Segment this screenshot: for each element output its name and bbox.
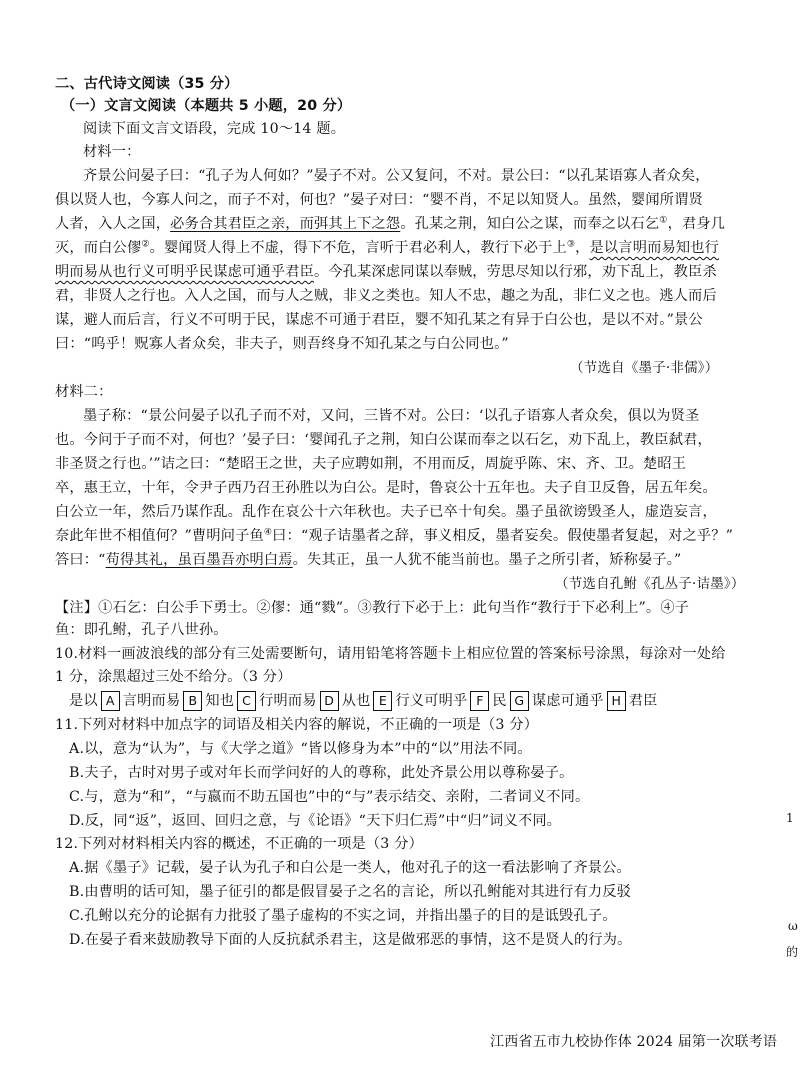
q11-stem: 11.下列对材料中加点字的词语及相关内容的解说，不正确的一项是（3 分） [55, 717, 539, 733]
material2-line: 白公立一年，然后乃谋作乱。乱作在哀公十六年秋也。夫子已卒十旬矣。墨子虽欲谤毁圣人，虚造妄言， [55, 504, 717, 520]
margin-fragment: ω [788, 919, 798, 933]
material2-line: 卒，惠王立，十年，令尹子西乃召王孙胜以为白公。是时，鲁哀公十五年也。夫子自卫反鲁，居五年矣。 [55, 480, 717, 496]
q11-option-c[interactable]: C.与，意为“和”，“与嬴而不助五国也”中的“与”表示结交、亲附，二者词义不同。 [69, 789, 590, 805]
text-segment: 人者，入人之国， [55, 216, 171, 232]
text-segment: 曰：“观子诘墨者之辞，事义相反，墨者妄矣。假使墨者复起，对之乎？” [272, 528, 734, 544]
q12-option-b[interactable]: B.由曹明的话可知，墨子征引的都是假冒晏子之名的言论，所以孔鲋能对其进行有力反驳 [69, 884, 632, 900]
footnote-marker: ④ [263, 527, 273, 538]
material1-line: 俱以贤人也，今寡人问之，而子不对，何也？”晏子对曰：“婴不肖，不足以知贤人。虽然，婴闻所谓贤 [55, 192, 703, 208]
q10-answer-box-f[interactable]: F [470, 691, 489, 711]
q10-segment: 谋虑可通乎 [531, 693, 604, 709]
material1-line: 谋，避人而后言，行义不可明于民，谋虑不可通于君臣，婴不知孔某之有异于白公也，是以不对。”景公 [55, 312, 703, 328]
text-segment: ， [575, 240, 590, 256]
material1-source: （节选自《墨子·非儒》） [570, 360, 719, 376]
q10-sentence [69, 691, 658, 711]
q11-option-b[interactable]: B.夫子，古时对男子或对年长而学问好的人的尊称，此处齐景公用以尊称晏子。 [69, 765, 574, 781]
underlined-phrase: 必务合其君臣之亲，而弭其上下之怨 [170, 216, 401, 232]
material1-line [55, 238, 719, 258]
text-segment: 。孔某之荆，知白公之谋，而奉之以石乞 [400, 216, 660, 232]
footnote-marker: ② [141, 239, 150, 250]
q12-option-a[interactable]: A.据《墨子》记载，晏子认为孔子和白公是一类人，他对孔子的这一看法影响了齐景公。 [69, 860, 631, 876]
q10-segment: 知也 [205, 693, 235, 709]
q10-answer-box-b[interactable]: B [183, 691, 202, 711]
material2-source: （节选自孔鲋《孔丛子·诘墨》） [555, 576, 745, 592]
underlined-phrase: 苟得其礼，虽百墨吾亦明白焉 [105, 552, 293, 568]
material2-line [55, 550, 682, 570]
q10-segment: 民 [492, 693, 507, 709]
q10-answer-box-e[interactable]: E [373, 691, 392, 711]
notes-line: 【注】①石乞：白公手下勇士。②僇：通“戮”。③教行下必于上：此句当作“教行于下必利上”。④子 [55, 600, 690, 616]
q10-segment: 是以 [69, 693, 98, 709]
material1-label: 材料一： [83, 144, 141, 160]
subsection-title: （一）文言文阅读（本题共 5 小题，20 分） [61, 98, 352, 114]
q10-segment: 言明而易 [122, 693, 181, 709]
q10-answer-box-c[interactable]: C [237, 691, 256, 711]
q12-option-c[interactable]: C.孔鲋以充分的论据有力批驳了墨子虚构的不实之词，并指出墨子的目的是诋毁孔子。 [69, 908, 617, 924]
text-segment: 。失其正，虽一人犹不能当前也。墨子之所引者，矫称晏子。” [292, 552, 682, 568]
text-segment: 奈此年世不相值何？”曹明问子鱼 [55, 528, 264, 544]
q10-stem: 10.材料一画波浪线的部分有三处需要断句，请用铅笔将答题卡上相应位置的答案标号涂黑，每涂对一处给 [55, 646, 726, 662]
text-segment: 。今孔某深虑同谋以奉贼，劳思尽知以行邪，劝下乱上，教臣杀 [313, 264, 717, 280]
q10-segment: 从也 [341, 693, 371, 709]
q10-answer-box-h[interactable]: H [607, 691, 626, 711]
q10-answer-box-d[interactable]: D [320, 691, 339, 711]
material1-line: 曰：“呜乎！贶寡人者众矣，非夫子，则吾终身不知孔某之与白公同也。” [55, 336, 509, 352]
text-segment: 。婴闻贤人得上不虚，得下不危，言听于君必利人，教行下必于上 [149, 240, 567, 256]
material2-line: 也。今问于子而不对，何也？’晏子曰：‘婴闻孔子之荆，知白公谋而奉之以石乞，劝下乱上，教臣弑君， [55, 432, 712, 448]
wavy-underlined-phrase: 是以言明而易知也行 [589, 240, 720, 256]
material2-line [55, 526, 733, 546]
material2-label: 材料二： [55, 384, 113, 400]
instruction: 阅读下面文言文语段，完成 10～14 题。 [83, 121, 346, 137]
material2-line: 非圣贤之行也。’”诘之曰：“楚昭王之世，夫子应聘如荆，不用而反，周旋乎陈、宋、齐、卫。楚昭王 [55, 456, 687, 472]
margin-fragment: 的 [786, 945, 799, 959]
material2-line: 墨子称：“景公问晏子以孔子而不对，又问，三皆不对。公曰：‘以孔子语寡人者众矣，俱以为贤圣 [83, 408, 700, 424]
q10-segment: 行明而易 [259, 693, 317, 709]
material1-line: 齐景公问晏子曰：“孔子为人何如？”晏子不对。公又复问，不对。景公曰：“以孔某语寡人者众矣， [83, 168, 710, 184]
footnote-marker: ① [659, 215, 668, 226]
q11-option-a[interactable]: A.以，意为“认为”，与《大学之道》“皆以修身为本”中的“以”用法不同。 [69, 741, 532, 757]
footnote-marker: ③ [566, 239, 576, 250]
q10-stem: 1 分，涂黑超过三处不给分。（3 分） [55, 669, 292, 685]
wavy-underlined-phrase: 明而易从也行义可明乎民谋虑可通乎君臣 [55, 264, 314, 280]
margin-fragment: 1 [786, 811, 794, 825]
material1-line: 君，非贤人之行也。入人之国，而与人之贼，非义之类也。知人不忠，趣之为乱，非仁义之也。逃人而后 [55, 288, 717, 304]
section-title: 二、古代诗文阅读（35 分） [55, 76, 239, 92]
q11-option-d[interactable]: D.反，同“返”，返回、回归之意，与《论语》“天下归仁焉”中“归”词义不同。 [69, 813, 562, 829]
material1-line [55, 214, 725, 234]
text-segment: ，君身几 [667, 216, 726, 232]
page-footer: 江西省五市九校协作体 2024 届第一次联考语 [490, 1034, 778, 1050]
q10-segment: 君臣 [628, 693, 658, 709]
text-segment: 答曰：“ [55, 552, 106, 568]
q10-segment: 行义可明乎 [395, 693, 468, 709]
text-segment: 灭，而白公僇 [55, 240, 142, 256]
q10-answer-box-g[interactable]: G [510, 691, 529, 711]
q10-answer-box-a[interactable]: A [101, 691, 120, 711]
q12-option-d[interactable]: D.在晏子看来鼓励教导下面的人反抗弑杀君主，这是做邪恶的事情，这不是贤人的行为。 [69, 932, 632, 948]
q12-stem: 12.下列对材料相关内容的概述，不正确的一项是（3 分） [55, 836, 424, 852]
material1-line [55, 262, 717, 282]
notes-line: 鱼：即孔鲋，孔子八世孙。 [55, 622, 228, 638]
